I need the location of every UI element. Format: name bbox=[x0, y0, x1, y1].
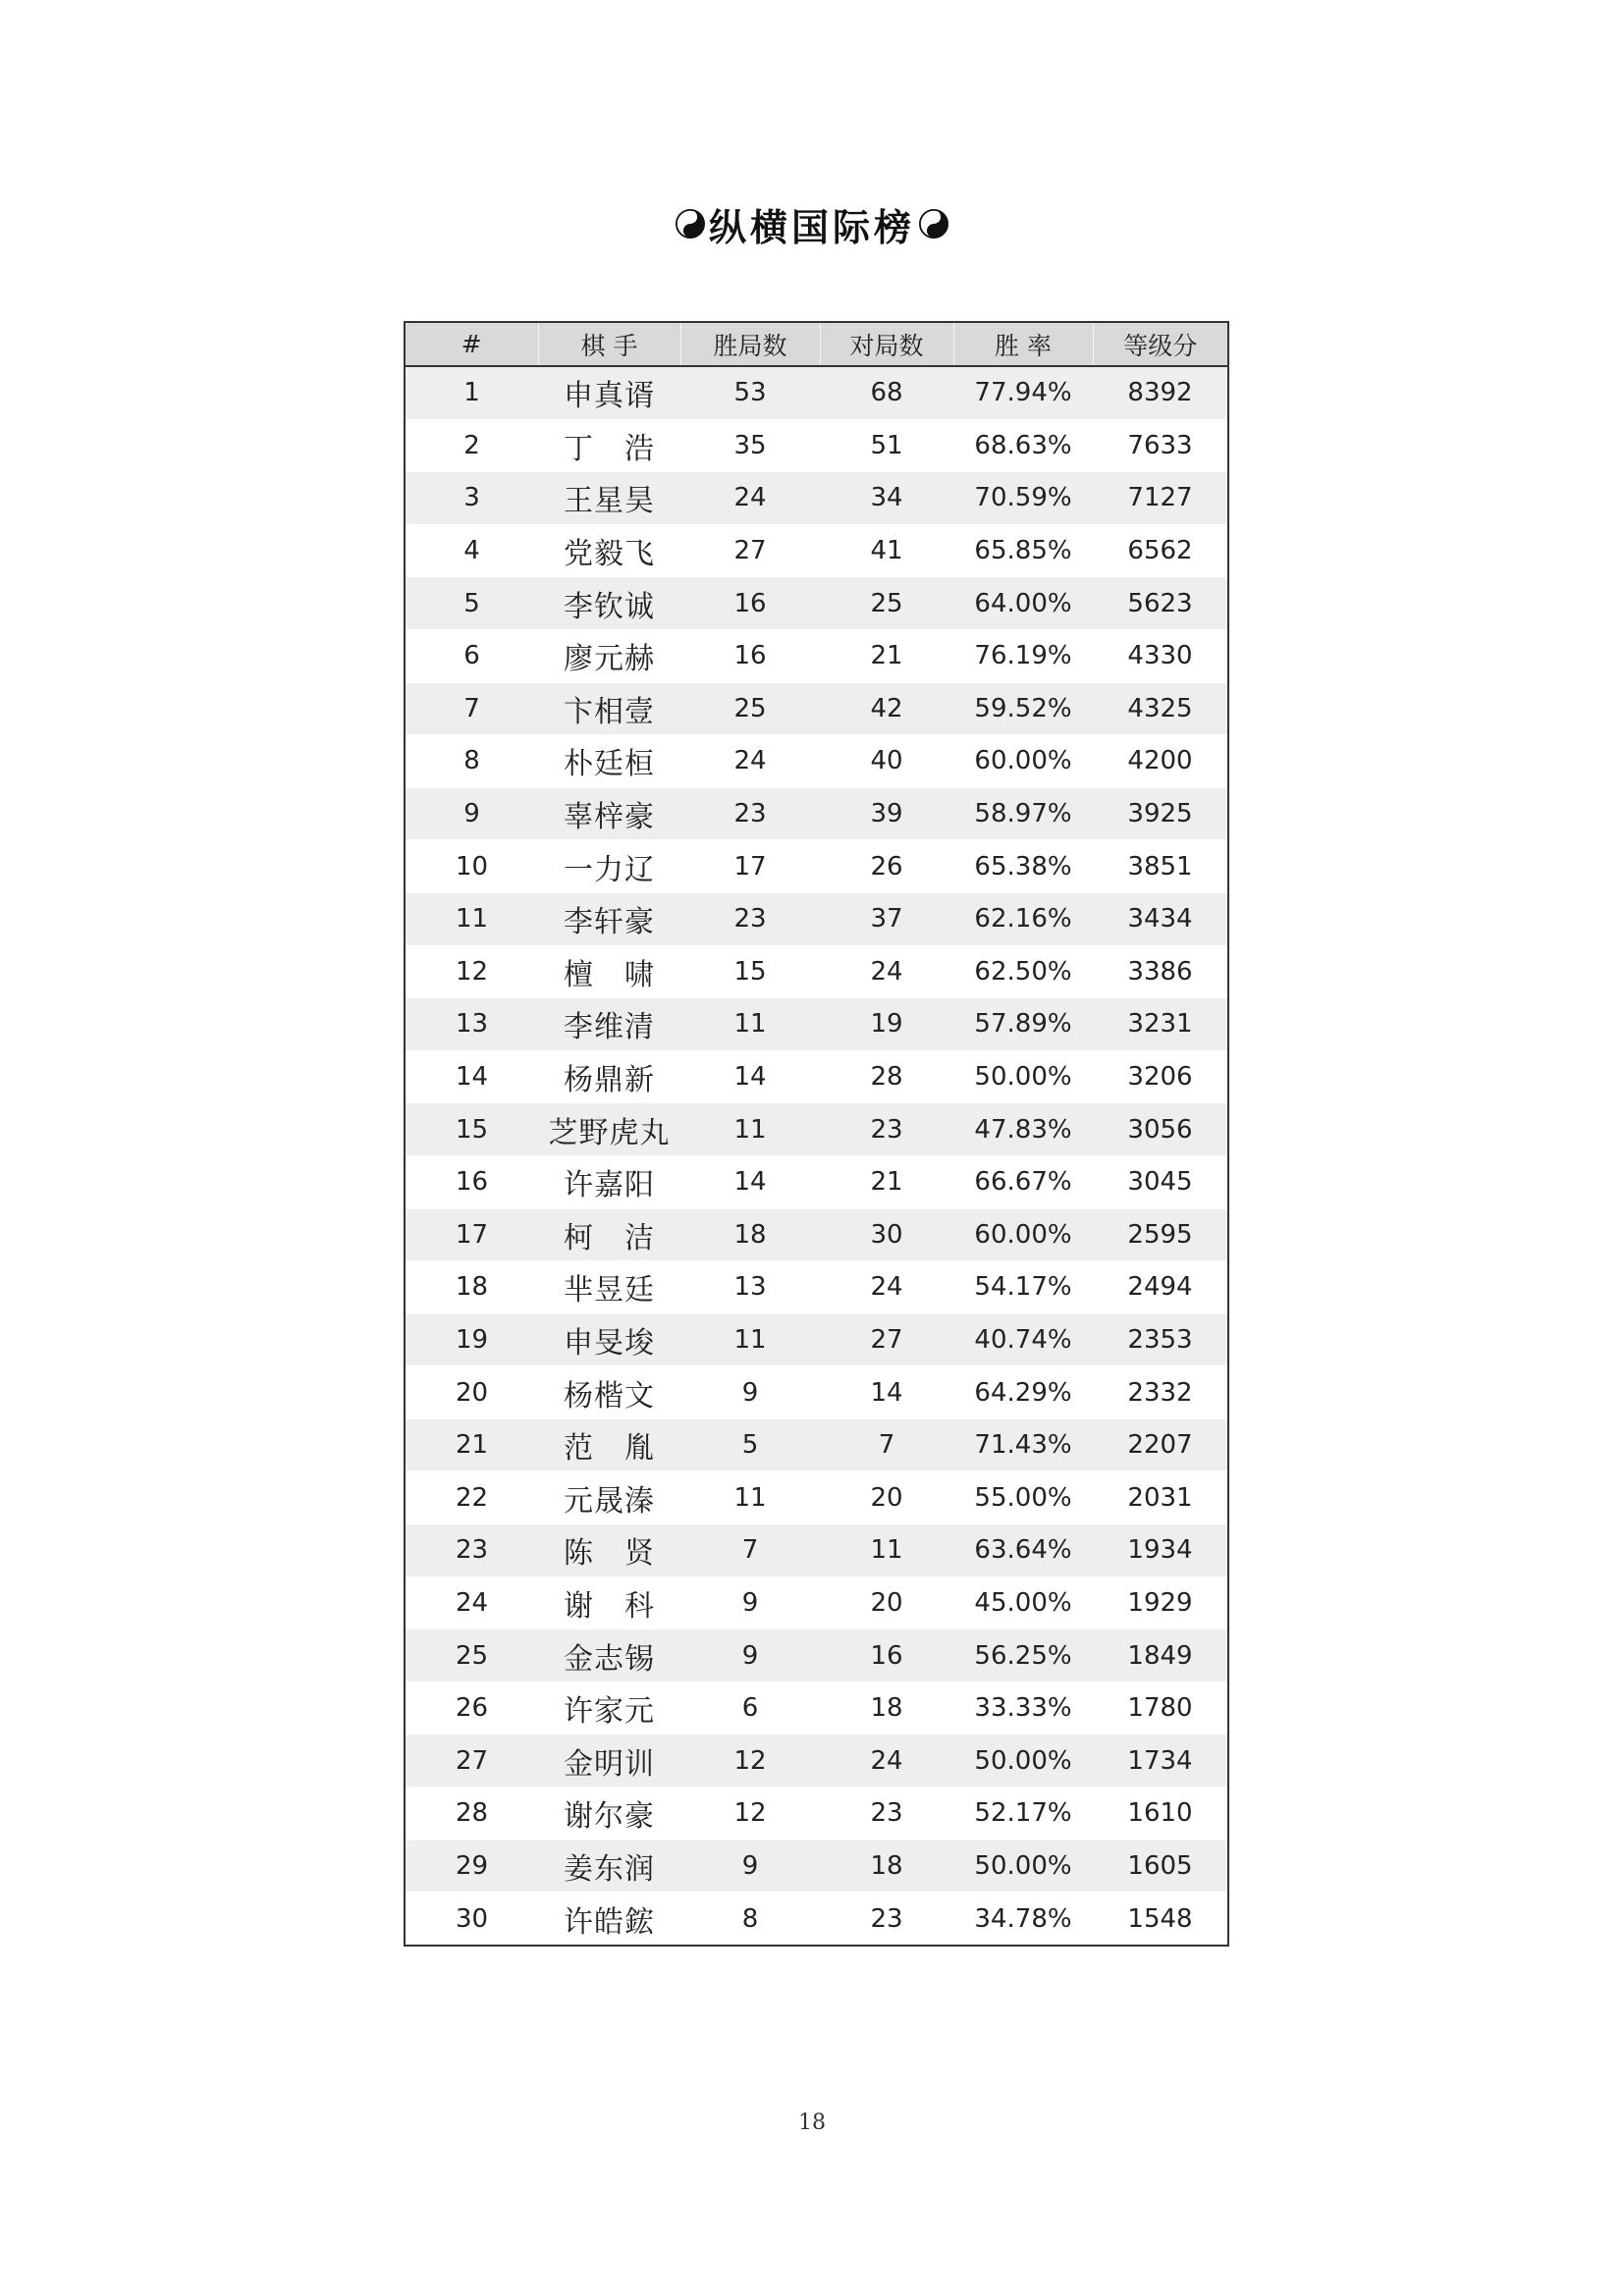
cell-rating: 3434 bbox=[1093, 892, 1228, 945]
cell-win-rate: 55.00% bbox=[953, 1471, 1093, 1524]
cell-player: 许家元 bbox=[538, 1682, 680, 1735]
cell-win-rate: 64.29% bbox=[953, 1366, 1093, 1419]
table-row bbox=[405, 1893, 1228, 1946]
table-row bbox=[405, 1735, 1228, 1788]
cell-games: 21 bbox=[820, 1155, 953, 1208]
cell-rating: 7127 bbox=[1093, 472, 1228, 525]
table-row bbox=[405, 1261, 1228, 1314]
cell-win-rate: 33.33% bbox=[953, 1682, 1093, 1735]
cell-player: 姜东润 bbox=[538, 1840, 680, 1893]
table-row bbox=[405, 682, 1228, 735]
cell-rank: 9 bbox=[405, 787, 538, 840]
table-row bbox=[405, 577, 1228, 630]
cell-rating: 1929 bbox=[1093, 1576, 1228, 1629]
cell-win-rate: 77.94% bbox=[953, 366, 1093, 419]
cell-games: 68 bbox=[820, 366, 953, 419]
cell-wins: 9 bbox=[680, 1840, 820, 1893]
ranking-table-container bbox=[404, 321, 1227, 1947]
cell-win-rate: 50.00% bbox=[953, 1735, 1093, 1788]
cell-rank: 24 bbox=[405, 1576, 538, 1629]
cell-win-rate: 66.67% bbox=[953, 1155, 1093, 1208]
ranking-table bbox=[404, 321, 1229, 1947]
cell-games: 19 bbox=[820, 998, 953, 1051]
cell-win-rate: 60.00% bbox=[953, 1208, 1093, 1261]
table-row bbox=[405, 787, 1228, 840]
cell-games: 21 bbox=[820, 629, 953, 682]
header-win-rate: 胜 率 bbox=[953, 322, 1093, 366]
table-row bbox=[405, 472, 1228, 525]
table-row bbox=[405, 1629, 1228, 1682]
cell-win-rate: 56.25% bbox=[953, 1629, 1093, 1682]
yin-yang-icon bbox=[919, 209, 948, 239]
cell-player: 芝野虎丸 bbox=[538, 1103, 680, 1156]
cell-games: 27 bbox=[820, 1313, 953, 1366]
cell-rating: 6562 bbox=[1093, 524, 1228, 577]
cell-rating: 8392 bbox=[1093, 366, 1228, 419]
cell-wins: 12 bbox=[680, 1735, 820, 1788]
cell-rating: 2353 bbox=[1093, 1313, 1228, 1366]
cell-rank: 29 bbox=[405, 1840, 538, 1893]
cell-win-rate: 68.63% bbox=[953, 419, 1093, 472]
cell-win-rate: 34.78% bbox=[953, 1893, 1093, 1946]
cell-rank: 10 bbox=[405, 840, 538, 893]
cell-wins: 11 bbox=[680, 1313, 820, 1366]
cell-wins: 9 bbox=[680, 1366, 820, 1419]
table-row bbox=[405, 945, 1228, 998]
table-row bbox=[405, 1788, 1228, 1841]
cell-rating: 1605 bbox=[1093, 1840, 1228, 1893]
cell-wins: 9 bbox=[680, 1629, 820, 1682]
cell-rating: 5623 bbox=[1093, 577, 1228, 630]
cell-win-rate: 40.74% bbox=[953, 1313, 1093, 1366]
cell-player: 檀 啸 bbox=[538, 945, 680, 998]
cell-wins: 11 bbox=[680, 1103, 820, 1156]
cell-win-rate: 65.38% bbox=[953, 840, 1093, 893]
title-text: 纵横国际榜 bbox=[708, 204, 915, 249]
cell-win-rate: 62.50% bbox=[953, 945, 1093, 998]
cell-rating: 4200 bbox=[1093, 735, 1228, 788]
cell-games: 24 bbox=[820, 1735, 953, 1788]
page-title bbox=[0, 194, 1624, 253]
cell-wins: 17 bbox=[680, 840, 820, 893]
header-games: 对局数 bbox=[820, 322, 953, 366]
cell-games: 34 bbox=[820, 472, 953, 525]
cell-rating: 4330 bbox=[1093, 629, 1228, 682]
cell-rating: 3045 bbox=[1093, 1155, 1228, 1208]
cell-games: 23 bbox=[820, 1103, 953, 1156]
cell-player: 李钦诚 bbox=[538, 577, 680, 630]
cell-player: 杨楷文 bbox=[538, 1366, 680, 1419]
table-row bbox=[405, 629, 1228, 682]
cell-rank: 16 bbox=[405, 1155, 538, 1208]
cell-rating: 3206 bbox=[1093, 1050, 1228, 1103]
table-row bbox=[405, 419, 1228, 472]
cell-rank: 15 bbox=[405, 1103, 538, 1156]
cell-win-rate: 50.00% bbox=[953, 1840, 1093, 1893]
cell-rating: 2494 bbox=[1093, 1261, 1228, 1314]
header-rating: 等级分 bbox=[1093, 322, 1228, 366]
ranking-table-body bbox=[405, 366, 1228, 1946]
cell-games: 7 bbox=[820, 1418, 953, 1471]
cell-games: 41 bbox=[820, 524, 953, 577]
table-header-row bbox=[405, 322, 1228, 366]
cell-rank: 12 bbox=[405, 945, 538, 998]
cell-rating: 1780 bbox=[1093, 1682, 1228, 1735]
cell-games: 30 bbox=[820, 1208, 953, 1261]
cell-rank: 2 bbox=[405, 419, 538, 472]
cell-wins: 18 bbox=[680, 1208, 820, 1261]
cell-wins: 16 bbox=[680, 577, 820, 630]
table-row bbox=[405, 892, 1228, 945]
cell-rank: 1 bbox=[405, 366, 538, 419]
cell-player: 一力辽 bbox=[538, 840, 680, 893]
cell-games: 39 bbox=[820, 787, 953, 840]
cell-games: 26 bbox=[820, 840, 953, 893]
cell-rating: 3851 bbox=[1093, 840, 1228, 893]
cell-rating: 1548 bbox=[1093, 1893, 1228, 1946]
cell-rank: 13 bbox=[405, 998, 538, 1051]
cell-wins: 16 bbox=[680, 629, 820, 682]
cell-rank: 17 bbox=[405, 1208, 538, 1261]
cell-games: 23 bbox=[820, 1788, 953, 1841]
header-rank: # bbox=[405, 322, 538, 366]
cell-games: 18 bbox=[820, 1840, 953, 1893]
cell-games: 11 bbox=[820, 1524, 953, 1577]
cell-rank: 14 bbox=[405, 1050, 538, 1103]
cell-win-rate: 52.17% bbox=[953, 1788, 1093, 1841]
cell-rank: 4 bbox=[405, 524, 538, 577]
table-row bbox=[405, 998, 1228, 1051]
table-row bbox=[405, 1313, 1228, 1366]
cell-player: 申真谞 bbox=[538, 366, 680, 419]
table-row bbox=[405, 1418, 1228, 1471]
cell-win-rate: 65.85% bbox=[953, 524, 1093, 577]
cell-wins: 24 bbox=[680, 472, 820, 525]
cell-win-rate: 70.59% bbox=[953, 472, 1093, 525]
cell-player: 柯 洁 bbox=[538, 1208, 680, 1261]
cell-wins: 53 bbox=[680, 366, 820, 419]
cell-win-rate: 62.16% bbox=[953, 892, 1093, 945]
cell-player: 金志锡 bbox=[538, 1629, 680, 1682]
cell-win-rate: 50.00% bbox=[953, 1050, 1093, 1103]
cell-rank: 27 bbox=[405, 1735, 538, 1788]
table-row bbox=[405, 1366, 1228, 1419]
cell-rank: 23 bbox=[405, 1524, 538, 1577]
cell-player: 李维清 bbox=[538, 998, 680, 1051]
cell-player: 丁 浩 bbox=[538, 419, 680, 472]
cell-games: 18 bbox=[820, 1682, 953, 1735]
cell-player: 陈 贤 bbox=[538, 1524, 680, 1577]
cell-wins: 27 bbox=[680, 524, 820, 577]
cell-player: 卞相壹 bbox=[538, 682, 680, 735]
table-row bbox=[405, 1682, 1228, 1735]
cell-win-rate: 60.00% bbox=[953, 735, 1093, 788]
cell-rank: 8 bbox=[405, 735, 538, 788]
cell-rank: 7 bbox=[405, 682, 538, 735]
cell-wins: 14 bbox=[680, 1155, 820, 1208]
cell-wins: 5 bbox=[680, 1418, 820, 1471]
header-player: 棋 手 bbox=[538, 322, 680, 366]
page-number: 18 bbox=[798, 2110, 826, 2135]
cell-wins: 12 bbox=[680, 1788, 820, 1841]
cell-wins: 6 bbox=[680, 1682, 820, 1735]
cell-games: 25 bbox=[820, 577, 953, 630]
cell-win-rate: 64.00% bbox=[953, 577, 1093, 630]
cell-rank: 6 bbox=[405, 629, 538, 682]
cell-player: 元晟溱 bbox=[538, 1471, 680, 1524]
cell-games: 14 bbox=[820, 1366, 953, 1419]
cell-games: 28 bbox=[820, 1050, 953, 1103]
cell-games: 23 bbox=[820, 1893, 953, 1946]
cell-rank: 25 bbox=[405, 1629, 538, 1682]
table-row bbox=[405, 840, 1228, 893]
table-row bbox=[405, 1103, 1228, 1156]
cell-player: 范 胤 bbox=[538, 1418, 680, 1471]
cell-player: 谢 科 bbox=[538, 1576, 680, 1629]
table-row bbox=[405, 735, 1228, 788]
cell-win-rate: 63.64% bbox=[953, 1524, 1093, 1577]
cell-rating: 3056 bbox=[1093, 1103, 1228, 1156]
cell-wins: 13 bbox=[680, 1261, 820, 1314]
cell-rank: 28 bbox=[405, 1788, 538, 1841]
cell-wins: 11 bbox=[680, 1471, 820, 1524]
cell-wins: 9 bbox=[680, 1576, 820, 1629]
cell-win-rate: 45.00% bbox=[953, 1576, 1093, 1629]
cell-player: 芈昱廷 bbox=[538, 1261, 680, 1314]
cell-player: 李轩豪 bbox=[538, 892, 680, 945]
cell-rank: 5 bbox=[405, 577, 538, 630]
cell-player: 许皓鋐 bbox=[538, 1893, 680, 1946]
cell-games: 20 bbox=[820, 1576, 953, 1629]
cell-wins: 11 bbox=[680, 998, 820, 1051]
table-row bbox=[405, 1471, 1228, 1524]
cell-games: 40 bbox=[820, 735, 953, 788]
cell-wins: 14 bbox=[680, 1050, 820, 1103]
cell-rating: 3231 bbox=[1093, 998, 1228, 1051]
cell-games: 42 bbox=[820, 682, 953, 735]
cell-wins: 24 bbox=[680, 735, 820, 788]
table-row bbox=[405, 1840, 1228, 1893]
cell-win-rate: 58.97% bbox=[953, 787, 1093, 840]
cell-games: 37 bbox=[820, 892, 953, 945]
cell-player: 谢尔豪 bbox=[538, 1788, 680, 1841]
cell-wins: 8 bbox=[680, 1893, 820, 1946]
cell-rating: 3925 bbox=[1093, 787, 1228, 840]
cell-rank: 18 bbox=[405, 1261, 538, 1314]
cell-rank: 30 bbox=[405, 1893, 538, 1946]
cell-player: 许嘉阳 bbox=[538, 1155, 680, 1208]
cell-rating: 2031 bbox=[1093, 1471, 1228, 1524]
cell-rank: 26 bbox=[405, 1682, 538, 1735]
cell-rank: 20 bbox=[405, 1366, 538, 1419]
cell-games: 24 bbox=[820, 1261, 953, 1314]
yin-yang-icon bbox=[676, 209, 705, 239]
cell-rank: 3 bbox=[405, 472, 538, 525]
cell-player: 朴廷桓 bbox=[538, 735, 680, 788]
cell-wins: 35 bbox=[680, 419, 820, 472]
table-row bbox=[405, 1208, 1228, 1261]
cell-player: 党毅飞 bbox=[538, 524, 680, 577]
cell-rating: 1934 bbox=[1093, 1524, 1228, 1577]
cell-win-rate: 71.43% bbox=[953, 1418, 1093, 1471]
cell-wins: 15 bbox=[680, 945, 820, 998]
cell-rating: 1734 bbox=[1093, 1735, 1228, 1788]
cell-games: 20 bbox=[820, 1471, 953, 1524]
cell-player: 金明训 bbox=[538, 1735, 680, 1788]
cell-rank: 21 bbox=[405, 1418, 538, 1471]
cell-rating: 1610 bbox=[1093, 1788, 1228, 1841]
cell-player: 申旻埈 bbox=[538, 1313, 680, 1366]
cell-win-rate: 54.17% bbox=[953, 1261, 1093, 1314]
cell-player: 杨鼎新 bbox=[538, 1050, 680, 1103]
table-row bbox=[405, 1576, 1228, 1629]
header-wins: 胜局数 bbox=[680, 322, 820, 366]
cell-games: 16 bbox=[820, 1629, 953, 1682]
cell-games: 51 bbox=[820, 419, 953, 472]
cell-rank: 11 bbox=[405, 892, 538, 945]
cell-games: 24 bbox=[820, 945, 953, 998]
cell-win-rate: 59.52% bbox=[953, 682, 1093, 735]
cell-player: 辜梓豪 bbox=[538, 787, 680, 840]
cell-rating: 2332 bbox=[1093, 1366, 1228, 1419]
cell-wins: 25 bbox=[680, 682, 820, 735]
table-row bbox=[405, 1524, 1228, 1577]
table-row bbox=[405, 524, 1228, 577]
cell-rating: 1849 bbox=[1093, 1629, 1228, 1682]
cell-rating: 3386 bbox=[1093, 945, 1228, 998]
table-row bbox=[405, 1050, 1228, 1103]
cell-rating: 7633 bbox=[1093, 419, 1228, 472]
cell-wins: 23 bbox=[680, 787, 820, 840]
cell-rating: 4325 bbox=[1093, 682, 1228, 735]
cell-player: 廖元赫 bbox=[538, 629, 680, 682]
cell-win-rate: 76.19% bbox=[953, 629, 1093, 682]
cell-win-rate: 47.83% bbox=[953, 1103, 1093, 1156]
cell-wins: 7 bbox=[680, 1524, 820, 1577]
cell-rank: 22 bbox=[405, 1471, 538, 1524]
cell-rank: 19 bbox=[405, 1313, 538, 1366]
table-row bbox=[405, 366, 1228, 419]
cell-player: 王星昊 bbox=[538, 472, 680, 525]
cell-win-rate: 57.89% bbox=[953, 998, 1093, 1051]
cell-rating: 2207 bbox=[1093, 1418, 1228, 1471]
table-row bbox=[405, 1155, 1228, 1208]
cell-wins: 23 bbox=[680, 892, 820, 945]
cell-rating: 2595 bbox=[1093, 1208, 1228, 1261]
